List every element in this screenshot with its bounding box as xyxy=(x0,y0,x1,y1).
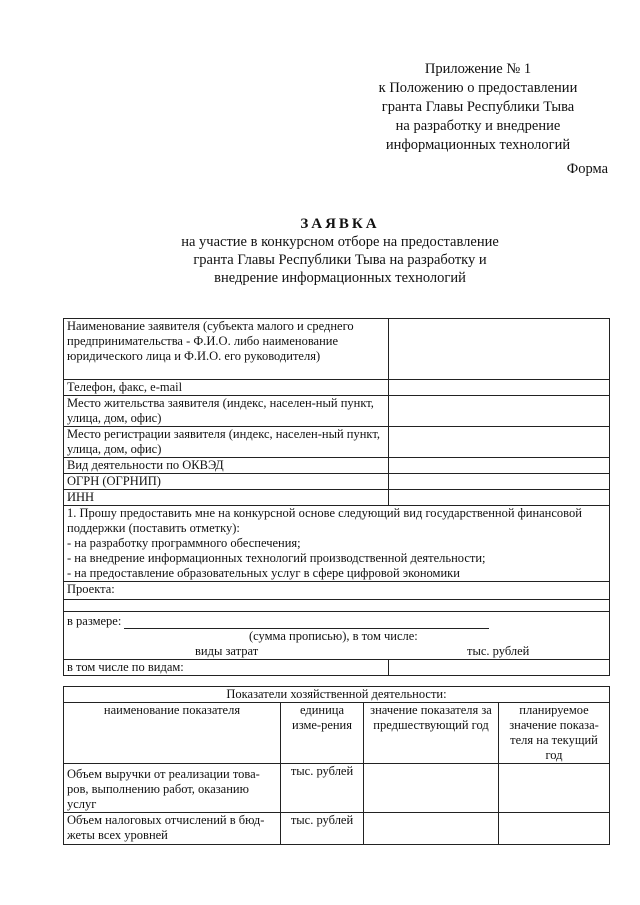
indicators-caption: Показатели хозяйственной деятельности: xyxy=(64,687,610,703)
appendix-header xyxy=(348,60,608,155)
support-option: - на внедрение информационных технологий производственной деятельности; xyxy=(67,551,486,565)
support-option: - на разработку программного обеспечения; xyxy=(67,536,301,550)
appendix-line: информационных технологий xyxy=(385,137,571,153)
row-label: Наименование заявителя (субъекта малого и среднего предпринимательства - Ф.И.О. либо наименование юридического лица и Ф.И.О. его руководителя) xyxy=(64,319,389,380)
indicator-current-value[interactable] xyxy=(499,764,610,813)
support-option: - на предоставление образовательных услуг в сфере цифровой экономики xyxy=(67,566,460,580)
title-sub-line: на участие в конкурсном отборе на предоставление xyxy=(181,234,499,250)
indicator-prev-value[interactable] xyxy=(364,764,499,813)
indicator-unit: тыс. рублей xyxy=(281,764,364,813)
registration-field[interactable] xyxy=(389,427,610,458)
header-name: наименование показателя xyxy=(64,703,281,764)
cost-types-label: виды затрат xyxy=(195,644,259,658)
amount-hint: (сумма прописью), в том числе: xyxy=(249,629,418,643)
row-label: Вид деятельности по ОКВЭД xyxy=(64,458,389,474)
document-title xyxy=(120,215,560,287)
indicator-unit: тыс. рублей xyxy=(281,813,364,845)
support-type-cell[interactable] xyxy=(64,506,610,582)
applicant-table xyxy=(63,318,610,676)
by-types-label: в том числе по видам: xyxy=(67,660,184,674)
row-label: Место регистрации заявителя (индекс, населен-ный пункт, улица, дом, офис) xyxy=(64,427,389,458)
okved-field[interactable] xyxy=(389,458,610,474)
appendix-line: к Положению о предоставлении xyxy=(378,80,578,96)
by-types-cell xyxy=(64,660,389,676)
amount-label: в размере: xyxy=(67,614,122,628)
indicator-prev-value[interactable] xyxy=(364,813,499,845)
header-prev-year: значение показателя за предшествующий год xyxy=(364,703,499,764)
row-label: Место жительства заявителя (индекс, населен-ный пункт, улица, дом, офис) xyxy=(64,396,389,427)
header-unit: единица изме-рения xyxy=(281,703,364,764)
title-sub-line: внедрение информационных технологий xyxy=(214,270,466,286)
project-cell[interactable] xyxy=(64,582,610,600)
appendix-line: Приложение № 1 xyxy=(424,61,532,77)
spacer-cell xyxy=(64,600,610,612)
header-current-year: планируемое значение показа-теля на текущий год xyxy=(499,703,610,764)
indicator-name: Объем налоговых отчислений в бюд-жеты всех уровней xyxy=(64,813,281,845)
row-label: ОГРН (ОГРНИП) xyxy=(64,474,389,490)
indicator-name: Объем выручки от реализации това-ров, выполнению работ, оказанию услуг xyxy=(64,764,281,813)
residence-field[interactable] xyxy=(389,396,610,427)
contacts-field[interactable] xyxy=(389,380,610,396)
inn-field[interactable] xyxy=(389,490,610,506)
ogrn-field[interactable] xyxy=(389,474,610,490)
amount-cell[interactable] xyxy=(64,612,610,660)
indicator-current-value[interactable] xyxy=(499,813,610,845)
appendix-line: гранта Главы Республики Тыва xyxy=(381,99,575,115)
title-sub-line: гранта Главы Республики Тыва на разработку и xyxy=(193,252,487,268)
by-types-field[interactable] xyxy=(389,660,610,676)
support-intro: 1. Прошу предоставить мне на конкурсной основе следующий вид государственной финансовой поддержки (поставить отметку): xyxy=(67,506,582,535)
amount-line[interactable] xyxy=(124,616,489,629)
applicant-name-field[interactable] xyxy=(389,319,610,380)
currency-label: тыс. рублей xyxy=(467,644,530,658)
row-label: ИНН xyxy=(64,490,389,506)
row-label: Телефон, факс, e-mail xyxy=(64,380,389,396)
project-label: Проекта: xyxy=(67,582,115,596)
form-label: Форма xyxy=(566,161,608,177)
appendix-line: на разработку и внедрение xyxy=(395,118,561,134)
indicators-table xyxy=(63,686,610,845)
title-main: ЗАЯВКА xyxy=(300,216,380,232)
